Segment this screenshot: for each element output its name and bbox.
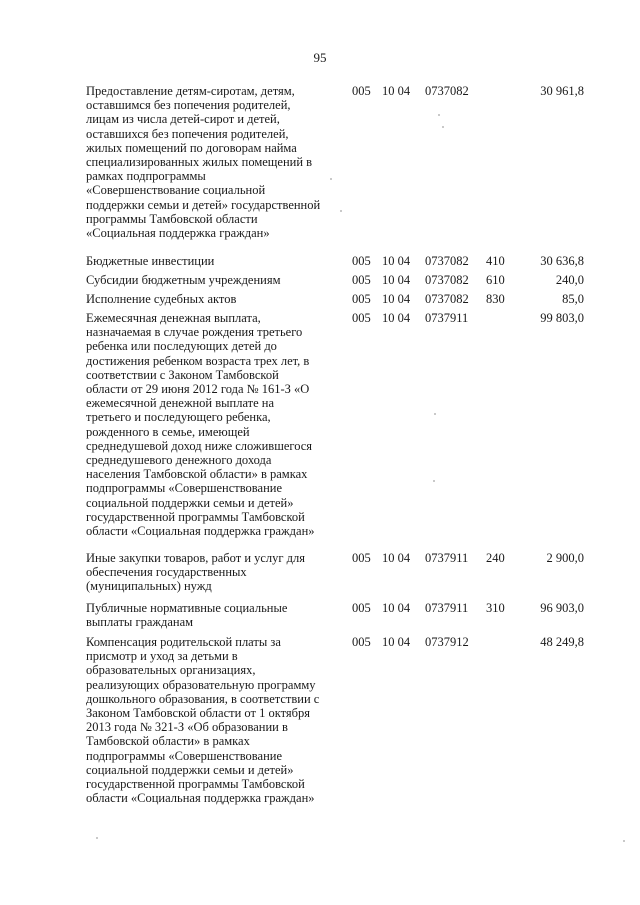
section-code: 10 04 xyxy=(382,254,411,268)
department-code: 005 xyxy=(352,635,371,649)
expense-type-code: 240 xyxy=(486,551,505,565)
amount: 2 900,0 xyxy=(546,551,584,565)
target-article-code: 0737082 xyxy=(425,273,469,287)
row-description: Субсидии бюджетным учреждениям xyxy=(86,273,281,287)
section-code: 10 04 xyxy=(382,601,411,615)
department-code: 005 xyxy=(352,311,371,325)
scan-speck xyxy=(330,178,332,180)
row-description: Компенсация родительской платы за присмотр и уход за детьми в образовательных организациях, реализующих образовательную программу дошкольного образования, в соответствии с Законом Тамбовской области от 1 октября 2013 года № 321-З «Об образовании в Тамбовской области» в рамках подпрограммы «Совершенствование социальной поддержки семьи и детей» государственной программы Тамбовской области «Социальная поддержка граждан» xyxy=(86,635,320,806)
amount: 240,0 xyxy=(555,273,584,287)
department-code: 005 xyxy=(352,551,371,565)
department-code: 005 xyxy=(352,601,371,615)
section-code: 10 04 xyxy=(382,84,411,98)
target-article-code: 0737911 xyxy=(425,551,469,565)
expense-type-code: 830 xyxy=(486,292,505,306)
row-description: Предоставление детям-сиротам, детям, оставшимся без попечения родителей, лицам из числа детей-сирот и детей, оставшихся без попечения родителей, жилых помещений по договорам найма специализированных жилых помещений в рамках подпрограммы «Совершенствование социальной поддержки семьи и детей» государственной программы Тамбовской области «Социальная поддержка граждан» xyxy=(86,84,321,241)
amount: 30 636,8 xyxy=(540,254,584,268)
page-number: 95 xyxy=(313,50,327,65)
scan-speck xyxy=(96,837,98,839)
scan-speck xyxy=(434,413,436,415)
section-code: 10 04 xyxy=(382,311,411,325)
section-code: 10 04 xyxy=(382,635,411,649)
row-description: Иные закупки товаров, работ и услуг для обеспечения государственных (муниципальных) нужд xyxy=(86,551,306,594)
scan-speck xyxy=(340,210,342,212)
row-description: Исполнение судебных актов xyxy=(86,292,237,306)
department-code: 005 xyxy=(352,84,371,98)
target-article-code: 0737911 xyxy=(425,311,469,325)
row-description: Ежемесячная денежная выплата, назначаемая в случае рождения третьего ребенка или последующих детей до достижения ребенком возраста трех лет, в соответствии с Законом Тамбовской области от 29 июня 2012 года № 161-З «О ежемесячной денежной выплате на третьего и последующего ребенка, рожденного в семье, имеющей среднедушевой доход ниже сложившегося среднедушевого денежного дохода населения Тамбовской области» в рамках подпрограммы «Совершенствование социальной поддержки семьи и детей» государственной программы Тамбовской области «Социальная поддержка граждан» xyxy=(86,311,315,539)
scan-speck xyxy=(442,126,444,128)
target-article-code: 0737082 xyxy=(425,254,469,268)
target-article-code: 0737912 xyxy=(425,635,469,649)
scan-speck xyxy=(433,480,435,482)
scan-speck xyxy=(438,114,440,116)
department-code: 005 xyxy=(352,273,371,287)
department-code: 005 xyxy=(352,254,371,268)
section-code: 10 04 xyxy=(382,551,411,565)
target-article-code: 0737082 xyxy=(425,292,469,306)
scan-speck xyxy=(623,840,625,842)
row-description: Публичные нормативные социальные выплаты гражданам xyxy=(86,601,288,630)
expense-type-code: 610 xyxy=(486,273,505,287)
expense-type-code: 410 xyxy=(486,254,505,268)
amount: 30 961,8 xyxy=(540,84,584,98)
target-article-code: 0737082 xyxy=(425,84,469,98)
amount: 48 249,8 xyxy=(540,635,584,649)
section-code: 10 04 xyxy=(382,292,411,306)
section-code: 10 04 xyxy=(382,273,411,287)
expense-type-code: 310 xyxy=(486,601,505,615)
row-description: Бюджетные инвестиции xyxy=(86,254,215,268)
amount: 96 903,0 xyxy=(540,601,584,615)
department-code: 005 xyxy=(352,292,371,306)
amount: 85,0 xyxy=(562,292,584,306)
amount: 99 803,0 xyxy=(540,311,584,325)
target-article-code: 0737911 xyxy=(425,601,469,615)
